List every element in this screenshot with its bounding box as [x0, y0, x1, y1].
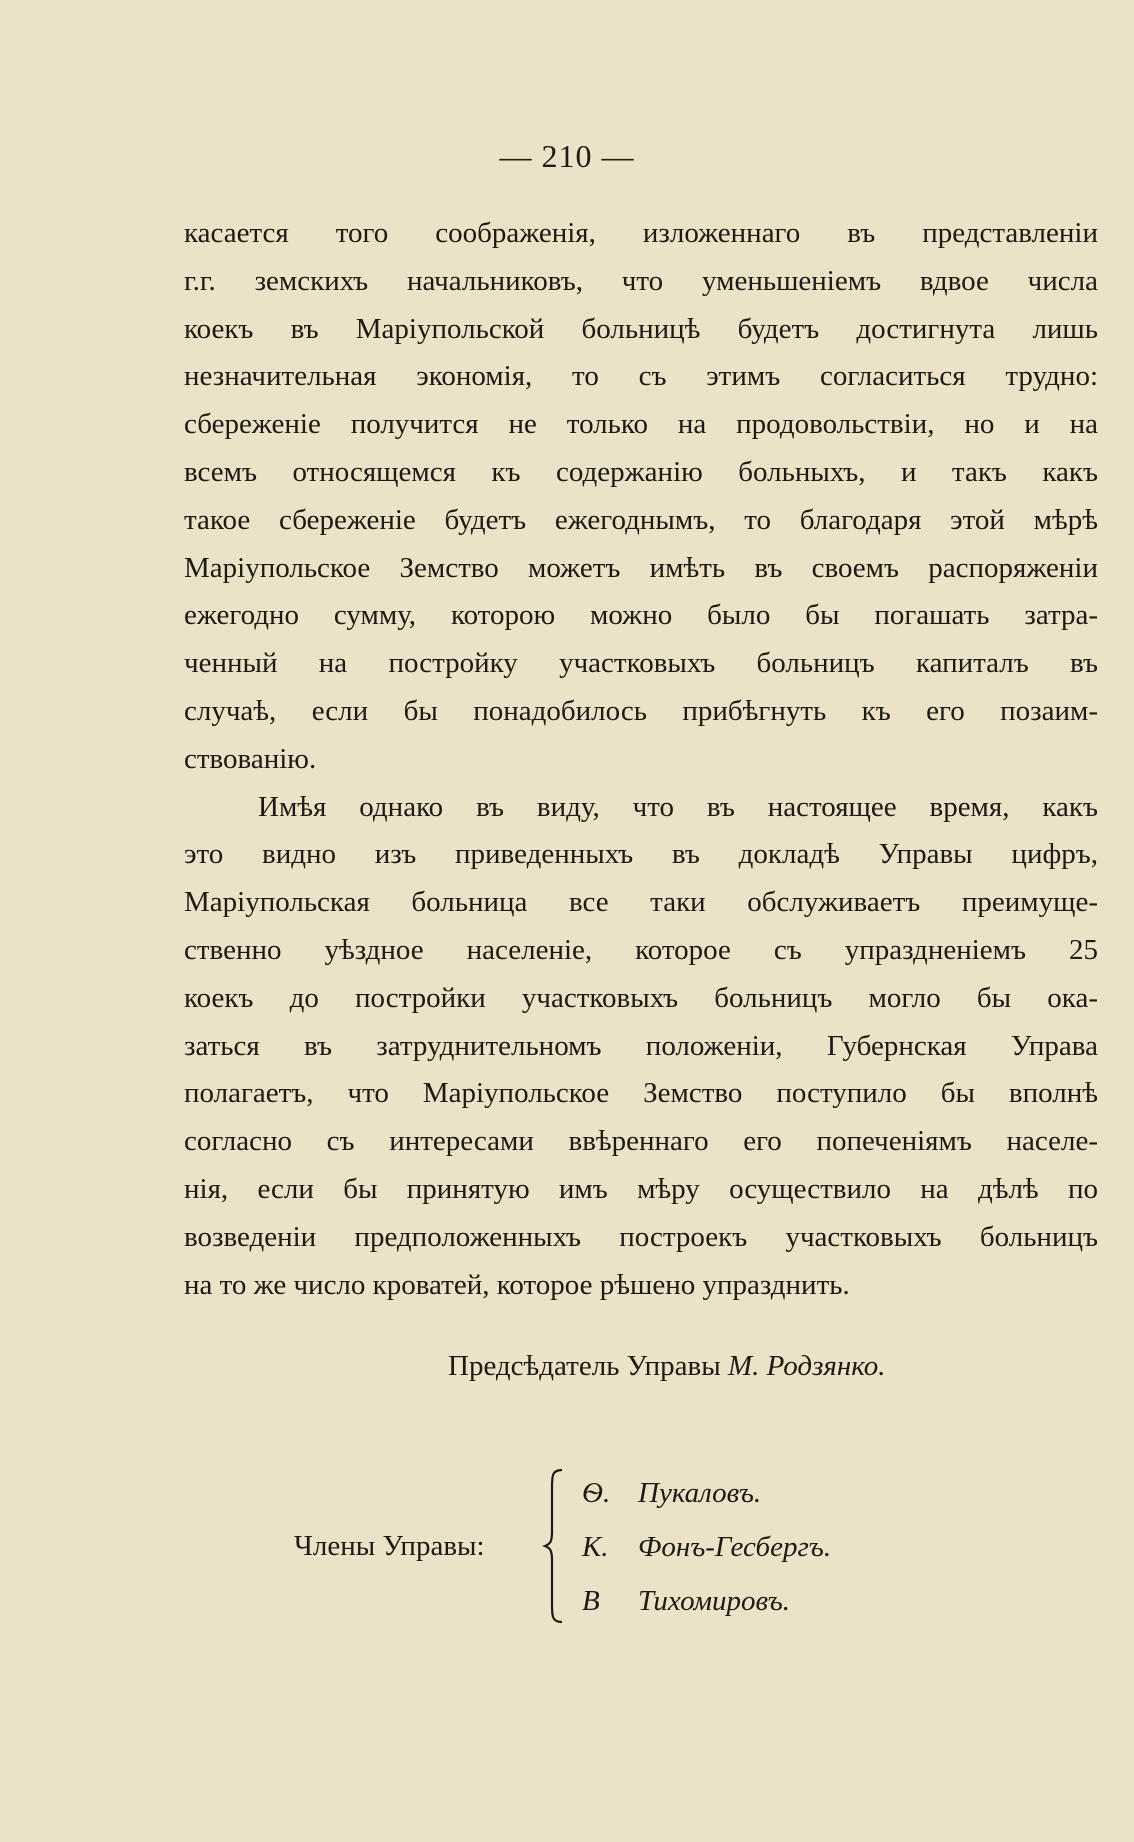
- members-label: Члены Управы:: [294, 1530, 485, 1562]
- members-list: [582, 1466, 831, 1628]
- text-line: ченный на постройку участковыхъ больницъ капиталъ въ: [184, 647, 1098, 680]
- text-line: такое сбереженіе будетъ ежегоднымъ, то благодаря этой мѣрѣ: [184, 503, 1098, 536]
- page-number: — 210 —: [499, 138, 635, 174]
- paragraph-2: [184, 784, 1098, 1310]
- text-line: незначительная экономія, то съ этимъ согласиться трудно:: [184, 360, 1098, 393]
- text-line: ежегодно сумму, которою можно было бы погашать затра-: [184, 599, 1098, 632]
- curly-brace-icon: [542, 1468, 566, 1624]
- text-line: коекъ въ Маріупольской больницѣ будетъ достигнута лишь: [184, 312, 1098, 345]
- text-line: возведеніи предположенныхъ построекъ участковыхъ больницъ: [184, 1220, 1098, 1253]
- body-text: [184, 210, 1098, 1309]
- text-line: Маріупольская больница все таки обслуживаетъ преимуще-: [184, 886, 1098, 919]
- text-line: случаѣ, если бы понадобилось прибѣгнуть къ его позаим-: [184, 694, 1098, 727]
- text-line: согласно съ интересами ввѣреннаго его попеченіямъ населе-: [184, 1125, 1098, 1158]
- member-3: [582, 1574, 831, 1628]
- member-surname: Фонъ-Гесбергъ.: [638, 1531, 832, 1563]
- text-line: на то же число кроватей, которое рѣшено упразднить.: [184, 1268, 850, 1301]
- paragraph-1: [184, 210, 1098, 784]
- text-line: ствованію.: [184, 742, 317, 775]
- member-surname: Пукаловъ.: [638, 1477, 762, 1509]
- text-line: нія, если бы принятую имъ мѣру осуществило на дѣлѣ по: [184, 1172, 1098, 1205]
- text-line: г.г. земскихъ начальниковъ, что уменьшеніемъ вдвое числа: [184, 264, 1098, 297]
- text-line: касается того соображенія, изложеннаго въ представленіи: [184, 217, 1098, 249]
- text-line: коекъ до постройки участковыхъ больницъ могло бы ока-: [184, 981, 1098, 1014]
- board-members-block: [294, 1466, 994, 1636]
- member-initial: Ѳ.: [582, 1477, 611, 1509]
- text-line: полагаетъ, что Маріупольское Земство поступило бы вполнѣ: [184, 1077, 1098, 1110]
- member-surname: Тихомировъ.: [638, 1585, 790, 1617]
- chairman-title: Предсѣдатель Управы: [448, 1350, 721, 1382]
- text-line: ственно уѣздное населеніе, которое съ упраздненіемъ 25: [184, 933, 1098, 966]
- chairman-name: М. Родзянко.: [727, 1350, 886, 1382]
- text-line: это видно изъ приведенныхъ въ докладѣ Управы цифръ,: [184, 838, 1098, 871]
- member-1: [582, 1466, 831, 1520]
- text-line: всемъ относящемся къ содержанію больныхъ, и такъ какъ: [184, 455, 1098, 488]
- member-2: [582, 1520, 831, 1574]
- chairman-signature: [448, 1350, 886, 1383]
- text-line: Маріупольское Земство можетъ имѣть въ своемъ распоряженіи: [184, 551, 1098, 584]
- text-line: сбереженіе получится не только на продовольствіи, но и на: [184, 408, 1098, 441]
- text-line: заться въ затруднительномъ положеніи, Губернская Управа: [184, 1029, 1098, 1062]
- member-initial: К.: [582, 1531, 609, 1563]
- member-initial: В: [582, 1585, 600, 1617]
- text-line: Имѣя однако въ виду, что въ настоящее время, какъ: [258, 790, 1098, 823]
